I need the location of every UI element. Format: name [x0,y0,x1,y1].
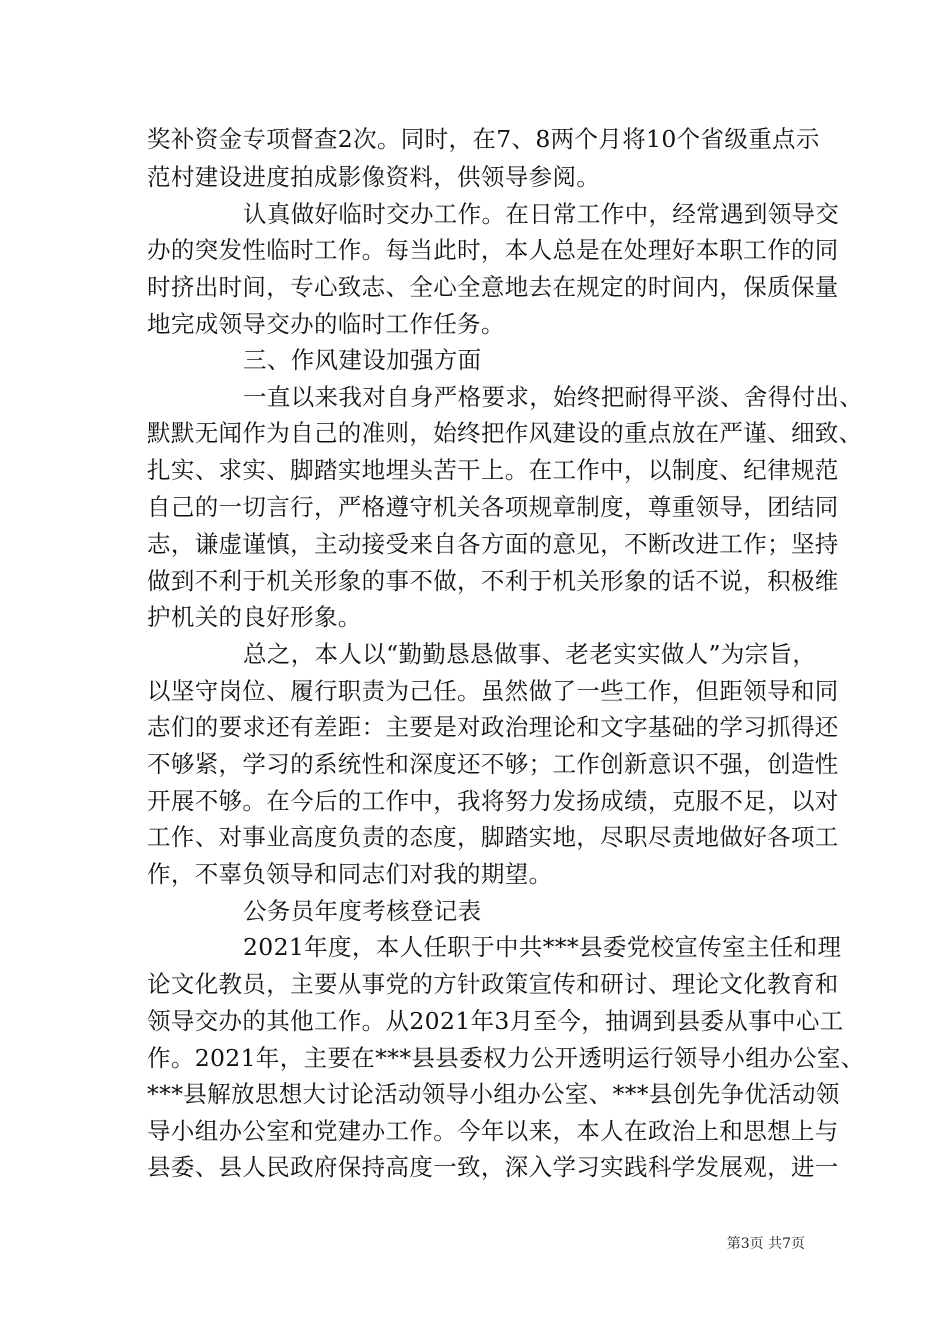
text-line: 时挤出时间，专心致志、全心全意地去在规定的时间内，保质保量 [147,273,839,301]
text-line: 不够紧，学习的系统性和深度还不够；工作创新意识不强，创造性 [147,750,839,778]
text-line: 导小组办公室和党建办工作。今年以来，本人在政治上和思想上与 [147,1117,839,1145]
text-line: 作。2021年，主要在***县县委权力公开透明运行领导小组办公室、 [147,1044,865,1072]
text-line: 奖补资金专项督查2次。同时，在7、8两个月将10个省级重点示 [147,125,820,153]
paragraph-start-line: 认真做好临时交办工作。在日常工作中，经常遇到领导交 [243,200,840,228]
text-line: 默默无闻作为自己的准则，始终把作风建设的重点放在严谨、细致、 [147,419,863,447]
text-line: 做到不利于机关形象的事不做，不利于机关形象的话不说，积极维 [147,567,839,595]
text-line: ***县解放思想大讨论活动领导小组办公室、***县创先争优活动领 [147,1080,840,1108]
text-line: 扎实、求实、脚踏实地埋头苦干上。在工作中，以制度、纪律规范 [147,456,839,484]
page-number-footer: 第3页 共7页 [726,1236,805,1252]
section-heading: 三、作风建设加强方面 [243,346,482,374]
text-line: 开展不够。在今后的工作中，我将努力发扬成绩，克服不足，以对 [147,787,839,815]
text-line: 护机关的良好形象。 [147,603,362,631]
text-line: 自己的一切言行，严格遵守机关各项规章制度，尊重领导，团结同 [147,493,839,521]
text-line: 以坚守岗位、履行职责为己任。虽然做了一些工作，但距领导和同 [147,677,839,705]
text-line: 作，不辜负领导和同志们对我的期望。 [147,860,553,888]
text-line: 志们的要求还有差距：主要是对政治理论和文字基础的学习抓得还 [147,713,839,741]
text-line: 县委、县人民政府保持高度一致，深入学习实践科学发展观，进一 [147,1153,839,1181]
section-heading: 公务员年度考核登记表 [243,897,482,925]
text-line: 范村建设进度拍成影像资料，供领导参阅。 [147,163,601,191]
paragraph-start-line: 一直以来我对自身严格要求，始终把耐得平淡、舍得付出、 [243,383,864,411]
text-line: 地完成领导交办的临时工作任务。 [147,310,505,338]
paragraph-start-line: 2021年度，本人任职于中共***县委党校宣传室主任和理 [243,933,842,961]
text-line: 领导交办的其他工作。从2021年3月至今，抽调到县委从事中心工 [147,1007,844,1035]
paragraph-start-line: 总之，本人以“勤勤恳恳做事、老老实实做人”为宗旨， [243,640,817,668]
text-line: 论文化教员，主要从事党的方针政策宣传和研讨、理论文化教育和 [147,970,839,998]
text-line: 工作、对事业高度负责的态度，脚踏实地，尽职尽责地做好各项工 [147,823,839,851]
text-line: 志，谦虚谨慎，主动接受来自各方面的意见，不断改进工作；坚持 [147,530,839,558]
text-line: 办的突发性临时工作。每当此时，本人总是在处理好本职工作的同 [147,236,839,264]
